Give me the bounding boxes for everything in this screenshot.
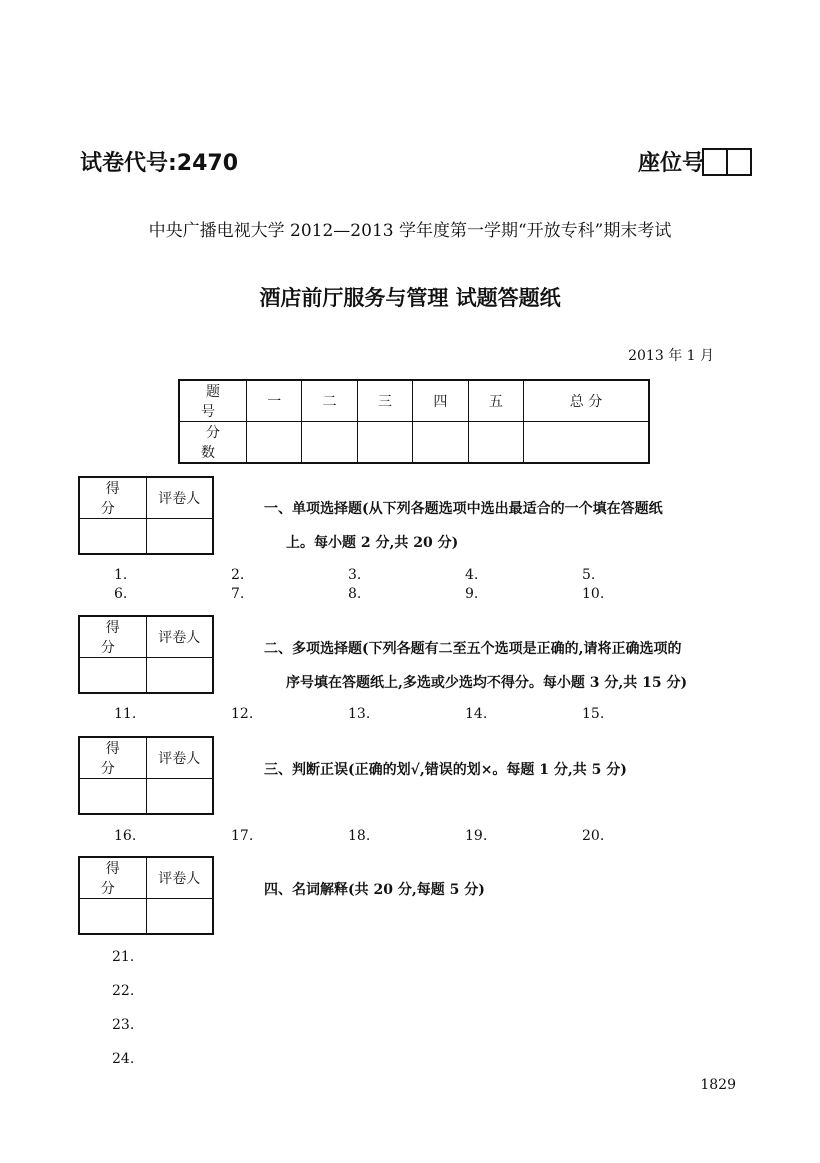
column-header: 五 xyxy=(468,380,523,422)
column-header: 一 xyxy=(247,380,302,422)
answer-number: 3. xyxy=(348,567,362,583)
grader-name-cell[interactable] xyxy=(146,519,213,555)
paper-code: 试卷代号:2470 xyxy=(80,151,239,176)
column-header: 四 xyxy=(413,380,468,422)
grader-score-label: 得 分 xyxy=(79,616,146,658)
answer-number: 6. xyxy=(114,586,128,602)
answer-number: 8. xyxy=(348,586,362,602)
seat-box-1[interactable] xyxy=(702,148,728,176)
answer-number: 14. xyxy=(465,706,488,722)
grader-score-cell[interactable] xyxy=(79,899,146,935)
grader-label: 评卷人 xyxy=(146,857,213,899)
answer-number: 23. xyxy=(112,1017,135,1033)
answer-number: 9. xyxy=(465,586,479,602)
score-label: 分 数 xyxy=(179,422,247,464)
answer-number: 11. xyxy=(114,706,137,722)
seat-label: 座位号 xyxy=(637,151,704,176)
answer-number: 17. xyxy=(231,828,254,844)
section-heading: 一、单项选择题(从下列各题选项中选出最适合的一个填在答题纸 xyxy=(264,501,663,517)
grader-score-label: 得 分 xyxy=(79,857,146,899)
section-heading: 二、多项选择题(下列各题有二至五个选项是正确的,请将正确选项的 xyxy=(264,641,682,657)
question-number-row xyxy=(179,380,649,422)
score-cell[interactable] xyxy=(468,422,523,464)
score-row xyxy=(179,422,649,464)
question-number-label: 题 号 xyxy=(179,380,247,422)
answer-number: 1. xyxy=(114,567,128,583)
score-cell[interactable] xyxy=(357,422,412,464)
seat-box-2[interactable] xyxy=(726,148,752,176)
exam-date: 2013 年 1 月 xyxy=(628,348,714,364)
section-heading-cont: 上。每小题 2 分,共 20 分) xyxy=(286,535,459,551)
university-exam-line: 中央广播电视大学 2012—2013 学年度第一学期“开放专科”期末考试 xyxy=(148,221,672,241)
answer-number: 18. xyxy=(348,828,371,844)
grader-score-cell[interactable] xyxy=(79,658,146,694)
grader-box xyxy=(78,856,214,935)
grader-score-label: 得 分 xyxy=(79,737,146,779)
score-cell[interactable] xyxy=(247,422,302,464)
grader-name-cell[interactable] xyxy=(146,899,213,935)
answer-number: 15. xyxy=(582,706,605,722)
answer-number: 16. xyxy=(114,828,137,844)
answer-number: 2. xyxy=(231,567,245,583)
grader-name-cell[interactable] xyxy=(146,779,213,815)
answer-number: 20. xyxy=(582,828,605,844)
answer-number: 12. xyxy=(231,706,254,722)
column-header-total: 总 分 xyxy=(524,380,649,422)
score-cell[interactable] xyxy=(413,422,468,464)
score-cell-total[interactable] xyxy=(524,422,649,464)
column-header: 二 xyxy=(302,380,357,422)
grader-box xyxy=(78,736,214,815)
seat-number xyxy=(638,146,752,177)
grader-score-cell[interactable] xyxy=(79,519,146,555)
grader-label: 评卷人 xyxy=(146,616,213,658)
answer-number: 7. xyxy=(231,586,245,602)
section-heading-cont: 序号填在答题纸上,多选或少选均不得分。每小题 3 分,共 15 分) xyxy=(286,675,688,691)
answer-number: 5. xyxy=(582,567,596,583)
answer-number: 13. xyxy=(348,706,371,722)
answer-number: 10. xyxy=(582,586,605,602)
answer-number: 4. xyxy=(465,567,479,583)
document-title: 酒店前厅服务与管理 试题答题纸 xyxy=(259,286,561,310)
grader-box xyxy=(78,476,214,555)
section-heading: 三、判断正误(正确的划√,错误的划×。每题 1 分,共 5 分) xyxy=(264,762,627,778)
grader-label: 评卷人 xyxy=(146,737,213,779)
answer-number: 24. xyxy=(112,1051,135,1067)
grader-score-cell[interactable] xyxy=(79,779,146,815)
score-cell[interactable] xyxy=(302,422,357,464)
page-number: 1829 xyxy=(700,1077,736,1093)
answer-number: 19. xyxy=(465,828,488,844)
column-header: 三 xyxy=(357,380,412,422)
answer-number: 21. xyxy=(112,949,135,965)
grader-label: 评卷人 xyxy=(146,477,213,519)
section-heading: 四、名词解释(共 20 分,每题 5 分) xyxy=(264,882,485,898)
grader-name-cell[interactable] xyxy=(146,658,213,694)
answer-number: 22. xyxy=(112,983,135,999)
score-table xyxy=(178,379,650,464)
grader-score-label: 得 分 xyxy=(79,477,146,519)
grader-box xyxy=(78,615,214,694)
